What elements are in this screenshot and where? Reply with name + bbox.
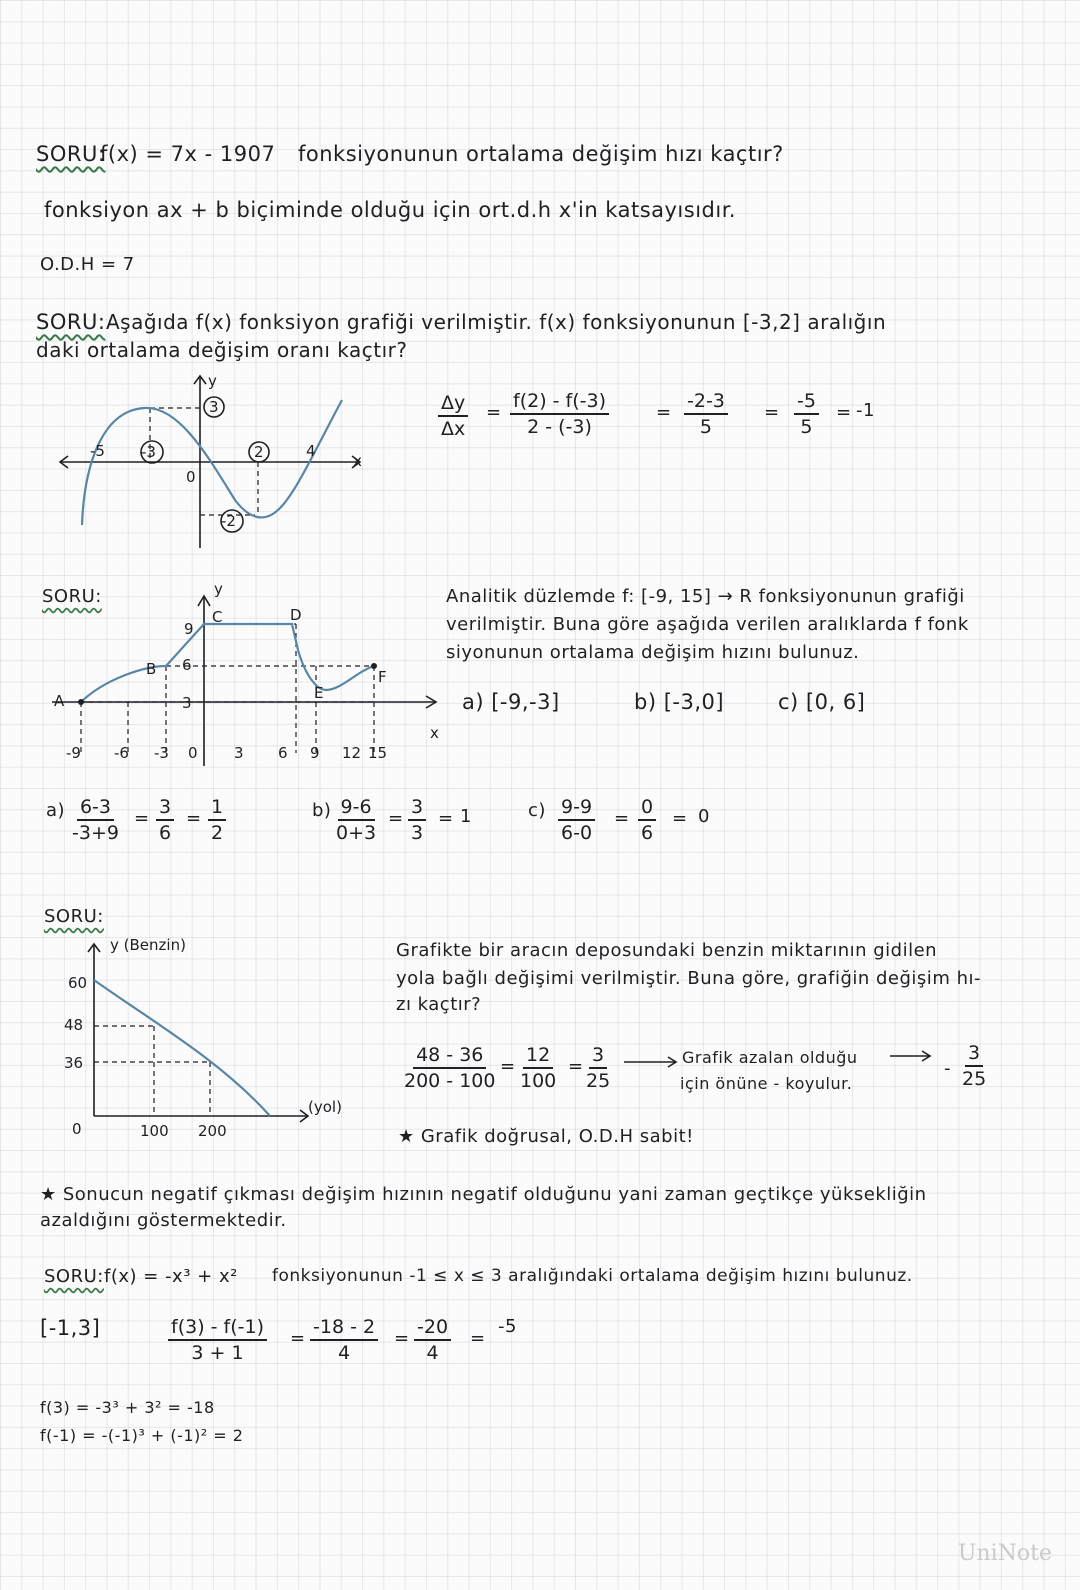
svg-text:y (Benzin): y (Benzin) xyxy=(110,936,186,954)
q3-ans-b-label: b) xyxy=(312,800,332,821)
q4-desc-line3: zı kaçtır? xyxy=(396,994,482,1015)
q2-eq3: = xyxy=(764,402,780,423)
q4-frac2: $\frac{12}{100}$ xyxy=(520,1044,557,1092)
q5-frac2: $\frac{-18 - 2}{4}$ xyxy=(310,1316,378,1364)
q1-question-text: fonksiyonunun ortalama değişim hızı kaçtır? xyxy=(298,142,784,166)
svg-text:B: B xyxy=(146,660,157,678)
svg-text:y: y xyxy=(214,580,223,598)
q4-graph xyxy=(50,930,390,1140)
q2-zero: 0 xyxy=(186,468,196,486)
q2-eq1: = xyxy=(486,402,502,423)
q3-ans-c-eq1: = xyxy=(614,808,630,829)
q1-explanation: fonksiyon ax + b biçiminde olduğu için ort.d.h x'in katsayısıdır. xyxy=(44,198,737,222)
q3-ans-c-eq2: = xyxy=(672,808,688,829)
q3-graph xyxy=(46,578,446,768)
svg-text:x: x xyxy=(430,724,439,742)
q5-function: f(x) = -x³ + x² xyxy=(104,1266,238,1287)
q4-arrow-icon xyxy=(624,1054,684,1070)
q2-four: 4 xyxy=(306,442,316,460)
q4-desc-line1: Grafikte bir aracın deposundaki benzin miktarının gidilen xyxy=(396,940,938,961)
svg-text:3: 3 xyxy=(182,694,192,712)
q4-note-line1: Grafik azalan olduğu xyxy=(682,1048,858,1067)
q2-frac-4: $\frac{-5}{5}$ xyxy=(794,390,819,438)
q3-graph-labels xyxy=(54,580,439,742)
q5-eq1: = xyxy=(290,1328,306,1349)
svg-text:A: A xyxy=(54,692,65,710)
q2-minus2: -2 xyxy=(221,512,236,530)
q5-calc2: f(-1) = -(-1)³ + (-1)² = 2 xyxy=(40,1426,244,1445)
q3-ans-b-frac2: $\frac{3}{3}$ xyxy=(408,796,426,844)
q5-interval: [-1,3] xyxy=(40,1316,101,1340)
q3-ans-a-eq1: = xyxy=(134,808,150,829)
q3-x-tick-label: 6 xyxy=(278,744,288,762)
q3-ans-a-frac1: $\frac{6-3}{-3+9}$ xyxy=(72,796,119,844)
q2-x-label: x xyxy=(353,452,362,470)
q3-x-tick-label: 0 xyxy=(188,744,198,762)
q3-x-tick-label: 9 xyxy=(310,744,320,762)
q4-frac1: $\frac{48 - 36}{200 - 100}$ xyxy=(404,1044,496,1092)
q3-soru-label: SORU: xyxy=(42,586,102,607)
q3-ans-b-eq1: = xyxy=(388,808,404,829)
svg-text:C: C xyxy=(212,608,223,626)
q4-desc-line2: yola bağlı değişimi verilmiştir. Buna göre, grafiğin değişim hı- xyxy=(396,968,981,989)
q3-ans-a-eq2: = xyxy=(186,808,202,829)
q2-eq2: = xyxy=(656,402,672,423)
q2-minus5: -5 xyxy=(90,442,105,460)
q5-soru-label: SORU: xyxy=(44,1266,104,1287)
q3-ans-b-result: 1 xyxy=(460,806,472,827)
q3-x-ticks xyxy=(66,744,387,762)
q3-ans-c-frac2: $\frac{0}{6}$ xyxy=(638,796,656,844)
q3-ans-c-frac1: $\frac{9-9}{6-0}$ xyxy=(558,796,595,844)
q5-calc1: f(3) = -3³ + 3² = -18 xyxy=(40,1398,215,1417)
svg-text:F: F xyxy=(378,668,387,686)
svg-text:60: 60 xyxy=(68,974,88,992)
q4-frac3: $\frac{3}{25}$ xyxy=(586,1044,611,1092)
q2-y-label: y xyxy=(208,372,217,390)
svg-text:100: 100 xyxy=(140,1122,169,1140)
q5-result: -5 xyxy=(498,1316,517,1337)
q3-desc-line2: verilmiştir. Buna göre aşağıda verilen aralıklarda f fonk xyxy=(446,614,969,635)
q3-ans-c-result: 0 xyxy=(698,806,710,827)
svg-text:0: 0 xyxy=(72,1120,82,1138)
q3-x-tick-label: -6 xyxy=(114,744,129,762)
note-line1: ★ Sonucun negatif çıkması değişim hızının negatif olduğunu yani zaman geçtikçe yüksekliğin xyxy=(40,1184,927,1205)
q5-question-text: fonksiyonunun -1 ≤ x ≤ 3 aralığındaki ortalama değişim hızını bulunuz. xyxy=(272,1266,913,1286)
q3-x-tick-label: 3 xyxy=(234,744,244,762)
q2-question-line1: Aşağıda f(x) fonksiyon grafiği verilmiştir. f(x) fonksiyonunun [-3,2] aralığın xyxy=(106,310,887,334)
q2-graph xyxy=(50,370,370,560)
q1-answer: O.D.H = 7 xyxy=(40,254,135,275)
svg-text:6: 6 xyxy=(182,656,192,674)
q3-x-tick-label: 12 xyxy=(342,744,362,762)
q3-desc-line1: Analitik düzlemde f: [-9, 15] → R fonksiyonunun grafiği xyxy=(446,586,965,607)
q2-frac-f: $\frac{f(2) - f(-3)}{2 - (-3)}$ xyxy=(510,390,609,438)
q4-eq2: = xyxy=(568,1056,584,1077)
q4-star-note: ★ Grafik doğrusal, O.D.H sabit! xyxy=(398,1126,694,1147)
svg-text:48: 48 xyxy=(64,1016,84,1034)
q3-desc-line3: siyonunun ortalama değişim hızını bulunuz. xyxy=(446,642,860,663)
q2-soru-label: SORU: xyxy=(36,310,106,334)
note-line2: azaldığını göstermektedir. xyxy=(40,1210,287,1231)
q5-eq3: = xyxy=(470,1328,486,1349)
q5-frac1: $\frac{f(3) - f(-1)}{3 + 1}$ xyxy=(168,1316,267,1364)
q4-graph-labels xyxy=(64,936,342,1140)
q4-arrow2-icon xyxy=(890,1048,938,1064)
q2-eq4: = xyxy=(836,402,852,423)
uninote-watermark: UniNote xyxy=(957,1541,1052,1566)
q3-x-tick-label: -9 xyxy=(66,744,81,762)
q5-eq2: = xyxy=(394,1328,410,1349)
q4-note-line2: için önüne - koyulur. xyxy=(680,1074,853,1093)
q2-result: -1 xyxy=(856,400,875,421)
svg-text:36: 36 xyxy=(64,1054,84,1072)
q2-question-line2: daki ortalama değişim oranı kaçtır? xyxy=(36,338,408,362)
q2-graph-labels xyxy=(90,372,362,532)
q4-final-frac: $\frac{3}{25}$ xyxy=(962,1042,987,1090)
q4-final-sign: - xyxy=(944,1058,951,1079)
q3-option-b: b) [-3,0] xyxy=(634,690,725,714)
q3-ans-b-frac1: $\frac{9-6}{0+3}$ xyxy=(336,796,377,844)
q3-x-tick-label: -3 xyxy=(154,744,169,762)
q2-three: 3 xyxy=(209,398,219,416)
q3-ans-b-eq2: = xyxy=(438,808,454,829)
q3-ans-c-label: c) xyxy=(528,800,546,821)
q2-frac-dy-dx: $\frac{\Delta y}{\Delta x}$ xyxy=(438,392,468,440)
svg-text:(yol): (yol) xyxy=(308,1098,342,1116)
svg-text:200: 200 xyxy=(198,1122,227,1140)
svg-text:D: D xyxy=(290,606,302,624)
q5-frac3: $\frac{-20}{4}$ xyxy=(414,1316,451,1364)
q3-option-c: c) [0, 6] xyxy=(778,690,866,714)
q2-frac-3: $\frac{-2-3}{5}$ xyxy=(684,390,728,438)
q3-x-tick-label: 15 xyxy=(368,744,388,762)
q3-ans-a-frac2: $\frac{3}{6}$ xyxy=(156,796,174,844)
q2-two: 2 xyxy=(254,443,264,461)
q4-eq1: = xyxy=(500,1056,516,1077)
q3-ans-a-label: a) xyxy=(46,800,66,821)
q3-ans-a-frac3: $\frac{1}{2}$ xyxy=(208,796,226,844)
q1-soru-label: SORU: xyxy=(36,142,106,166)
q1-function: f(x) = 7x - 1907 xyxy=(100,142,276,166)
q2-minus3: -3 xyxy=(141,443,156,461)
svg-text:9: 9 xyxy=(184,620,194,638)
q4-soru-label: SORU: xyxy=(44,906,104,927)
svg-text:E: E xyxy=(314,684,324,702)
q3-option-a: a) [-9,-3] xyxy=(462,690,560,714)
